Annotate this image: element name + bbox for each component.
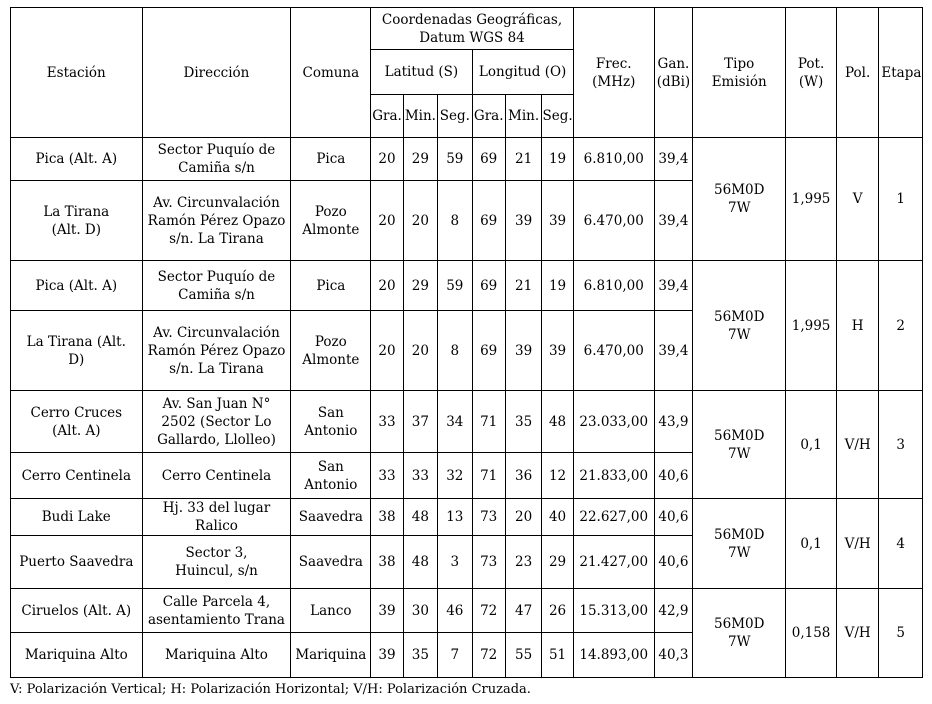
cell-lon-min: 39 [505,311,541,391]
cell-line: D) [68,351,85,368]
cell-line: 2502 (Sector Lo [161,413,272,430]
cell-frec: 14.893,00 [573,633,654,678]
cell-lon-seg: 39 [542,311,573,391]
cell-comuna [291,589,371,633]
cell-lon-min: 47 [505,589,541,633]
cell-lat-min: 35 [403,633,437,678]
cell-estacion [11,536,143,589]
cell-line: 56M0D [714,427,765,444]
header-pot [786,8,837,138]
cell-direccion [142,391,291,453]
cell-direccion [142,311,291,391]
cell-lon-min: 55 [505,633,541,678]
cell-lat-min: 48 [403,499,437,536]
header-frec-line2: (MHz) [592,73,636,90]
cell-line: s/n. La Tirana [169,360,264,377]
header-comuna: Comuna [291,8,371,138]
footnote: V: Polarización Vertical; H: Polarización Horizontal; V/H: Polarización Cruzada. [10,682,531,697]
table-row [11,589,923,633]
header-etapa: Etapa [879,8,923,138]
cell-frec: 22.627,00 [573,499,654,536]
cell-line: Pica [316,151,346,167]
cell-line: Lanco [310,602,352,619]
cell-line: Mariquina Alto [164,647,268,663]
cell-lon-min: 20 [505,499,541,536]
cell-lat-seg: 59 [438,261,472,311]
header-pol: Pol. [836,8,879,138]
cell-lat-seg: 59 [438,138,472,181]
cell-comuna [291,391,371,453]
cell-lat-seg: 32 [438,453,472,499]
header-latitud: Latitud (S) [371,50,472,95]
cell-line: San [317,458,344,475]
cell-lat-min: 20 [403,181,437,261]
cell-estacion [11,391,143,453]
header-estacion: Estación [11,8,143,138]
cell-tipo [693,589,786,678]
cell-frec: 6.470,00 [573,181,654,261]
cell-comuna [291,138,371,181]
cell-gan: 39,4 [654,311,692,391]
cell-lat-min: 29 [403,138,437,181]
cell-line: Budi Lake [41,509,111,525]
cell-line: La Tirana (Alt. [26,333,126,350]
cell-frec: 21.833,00 [573,453,654,499]
cell-lon-gra: 69 [472,181,505,261]
header-longitud: Longitud (O) [472,50,573,95]
cell-lon-min: 39 [505,181,541,261]
cell-line: Pica (Alt. A) [35,151,118,167]
cell-pot: 1,995 [786,261,837,391]
header-coordenadas-line2: Datum WGS 84 [419,29,525,46]
cell-line: Pozo [314,333,347,350]
cell-line: Almonte [302,351,360,368]
header-gan [654,8,692,138]
cell-pol: H [836,261,879,391]
table-header [11,8,923,138]
cell-lat-seg: 34 [438,391,472,453]
cell-line: (Alt. D) [51,221,101,238]
cell-frec: 15.313,00 [573,589,654,633]
cell-comuna [291,499,371,536]
cell-gan: 43,9 [654,391,692,453]
cell-pol: V [836,138,879,261]
cell-lat-gra: 20 [371,311,403,391]
cell-pot: 1,995 [786,138,837,261]
table-body [11,138,923,678]
cell-lon-gra: 69 [472,311,505,391]
cell-line: Ramón Pérez Opazo [147,212,286,229]
cell-lat-seg: 8 [438,181,472,261]
cell-lon-gra: 69 [472,261,505,311]
cell-direccion [142,499,291,536]
cell-line: 56M0D [714,308,765,325]
cell-comuna [291,453,371,499]
header-direccion: Dirección [142,8,291,138]
cell-line: Av. Circunvalación [153,194,280,211]
cell-frec: 6.470,00 [573,311,654,391]
cell-line: Puerto Saavedra [19,554,134,570]
cell-line: Camiña s/n [178,160,255,176]
cell-tipo [693,499,786,589]
cell-line: Mariquina [295,647,367,663]
cell-line: 7W [727,634,751,650]
cell-lat-seg: 7 [438,633,472,678]
header-lat-min: Min. [403,95,437,138]
cell-lon-gra: 73 [472,536,505,589]
cell-line: Cerro Cruces [30,404,123,421]
cell-lat-gra: 33 [371,391,403,453]
cell-lon-min: 21 [505,261,541,311]
cell-line: 56M0D [714,616,765,632]
cell-lon-seg: 51 [542,633,573,678]
cell-line: Saavedra [298,554,363,570]
cell-direccion [142,536,291,589]
cell-direccion [142,589,291,633]
cell-estacion [11,261,143,311]
cell-lon-seg: 48 [542,391,573,453]
cell-line: Cerro Centinela [21,467,132,484]
cell-lon-gra: 72 [472,589,505,633]
cell-line: Gallardo, Llolleo) [157,431,276,448]
cell-lat-seg: 8 [438,311,472,391]
cell-comuna [291,311,371,391]
cell-line: Antonio [304,476,358,493]
cell-estacion [11,138,143,181]
header-gan-line1: Gan. [657,55,690,72]
cell-gan: 42,9 [654,589,692,633]
cell-lat-seg: 46 [438,589,472,633]
cell-line: Antonio [304,422,358,439]
header-tipo [693,8,786,138]
cell-lon-seg: 19 [542,261,573,311]
cell-line: Sector 3, [185,545,248,561]
header-lat-gra: Gra. [371,95,403,138]
cell-comuna [291,536,371,589]
cell-line: Hj. 33 del lugar [162,500,271,516]
header-lat-seg: Seg. [438,95,472,138]
cell-lat-min: 48 [403,536,437,589]
cell-pol: V/H [836,589,879,678]
cell-line: Almonte [302,221,360,238]
cell-tipo [693,138,786,261]
cell-lat-seg: 13 [438,499,472,536]
table-row [11,499,923,536]
cell-estacion [11,311,143,391]
cell-line: Sector Puquío de [157,268,276,285]
cell-lat-gra: 20 [371,261,403,311]
cell-lon-gra: 72 [472,633,505,678]
cell-line: 7W [727,200,751,216]
cell-direccion [142,453,291,499]
cell-line: Pozo [314,203,347,220]
cell-frec: 23.033,00 [573,391,654,453]
cell-gan: 39,4 [654,181,692,261]
cell-lat-gra: 39 [371,589,403,633]
cell-line: asentamiento Trana [147,611,285,628]
cell-lat-gra: 38 [371,536,403,589]
cell-lon-gra: 71 [472,391,505,453]
header-coordenadas-line1: Coordenadas Geográficas, [381,11,563,28]
cell-line: Av. Circunvalación [153,324,280,341]
header-coordenadas [371,8,573,50]
cell-etapa: 2 [879,261,923,391]
cell-direccion [142,261,291,311]
cell-gan: 39,4 [654,138,692,181]
cell-lon-seg: 39 [542,181,573,261]
cell-line: Pica [316,277,346,294]
cell-line: Pica (Alt. A) [35,277,118,294]
cell-gan: 40,6 [654,536,692,589]
cell-comuna [291,181,371,261]
cell-lon-seg: 26 [542,589,573,633]
stations-table [10,7,923,678]
header-pot-line1: Pot. [797,55,825,72]
cell-gan: 40,3 [654,633,692,678]
header-lon-min: Min. [505,95,541,138]
cell-etapa: 5 [879,589,923,678]
cell-pot: 0,1 [786,499,837,589]
cell-line: Av. San Juan N° [162,395,271,412]
cell-etapa: 1 [879,138,923,261]
cell-line: Camiña s/n [178,286,255,303]
cell-frec: 6.810,00 [573,261,654,311]
cell-pot: 0,1 [786,391,837,499]
cell-estacion [11,499,143,536]
cell-lat-gra: 20 [371,181,403,261]
cell-estacion [11,181,143,261]
cell-etapa: 4 [879,499,923,589]
cell-lat-min: 30 [403,589,437,633]
cell-line: Calle Parcela 4, [162,593,271,610]
cell-comuna [291,261,371,311]
cell-gan: 40,6 [654,453,692,499]
cell-tipo [693,261,786,391]
cell-line: 7W [727,544,751,561]
header-tipo-line1: Tipo [724,55,755,72]
header-lon-gra: Gra. [472,95,505,138]
header-pot-line2: (W) [798,73,824,90]
cell-line: Mariquina Alto [24,647,128,663]
cell-lon-seg: 29 [542,536,573,589]
cell-line: Ralico [195,518,238,534]
cell-line: Sector Puquío de [157,142,276,158]
cell-line: Ramón Pérez Opazo [147,342,286,359]
cell-estacion [11,589,143,633]
header-tipo-line2: Emisión [711,73,767,90]
cell-line: Ciruelos (Alt. A) [21,602,132,619]
cell-lat-gra: 39 [371,633,403,678]
cell-frec: 21.427,00 [573,536,654,589]
cell-line: 7W [727,326,751,343]
cell-lat-min: 33 [403,453,437,499]
header-lon-seg: Seg. [542,95,573,138]
cell-line: 7W [727,445,751,462]
cell-lon-gra: 69 [472,138,505,181]
cell-lon-seg: 40 [542,499,573,536]
cell-etapa: 3 [879,391,923,499]
cell-lon-gra: 71 [472,453,505,499]
cell-lon-min: 36 [505,453,541,499]
cell-lon-min: 35 [505,391,541,453]
cell-line: 56M0D [714,526,765,543]
cell-line: s/n. La Tirana [169,230,264,247]
table-row [11,391,923,453]
cell-lat-min: 37 [403,391,437,453]
cell-line: Huincul, s/n [175,563,258,579]
cell-line: San [317,404,344,421]
cell-lon-min: 23 [505,536,541,589]
cell-lat-gra: 20 [371,138,403,181]
cell-line: (Alt. A) [52,422,101,439]
cell-lat-gra: 38 [371,499,403,536]
cell-pol: V/H [836,499,879,589]
header-frec-line1: Frec. [595,55,632,72]
cell-lat-gra: 33 [371,453,403,499]
cell-pol: V/H [836,391,879,499]
cell-estacion [11,453,143,499]
cell-gan: 40,6 [654,499,692,536]
cell-lon-seg: 19 [542,138,573,181]
cell-line: La Tirana [43,203,110,220]
header-frec [573,8,654,138]
cell-lat-min: 29 [403,261,437,311]
cell-lon-seg: 12 [542,453,573,499]
cell-estacion [11,633,143,678]
cell-line: Cerro Centinela [161,467,272,484]
cell-line: Saavedra [298,509,363,525]
table-row [11,261,923,311]
cell-lat-min: 20 [403,311,437,391]
cell-tipo [693,391,786,499]
cell-pot: 0,158 [786,589,837,678]
cell-lat-seg: 3 [438,536,472,589]
cell-lon-min: 21 [505,138,541,181]
cell-gan: 39,4 [654,261,692,311]
cell-direccion [142,138,291,181]
cell-comuna [291,633,371,678]
cell-direccion [142,633,291,678]
cell-direccion [142,181,291,261]
cell-frec: 6.810,00 [573,138,654,181]
cell-line: 56M0D [714,182,765,198]
cell-lon-gra: 73 [472,499,505,536]
table-row [11,138,923,181]
header-gan-line2: (dBi) [656,73,691,90]
